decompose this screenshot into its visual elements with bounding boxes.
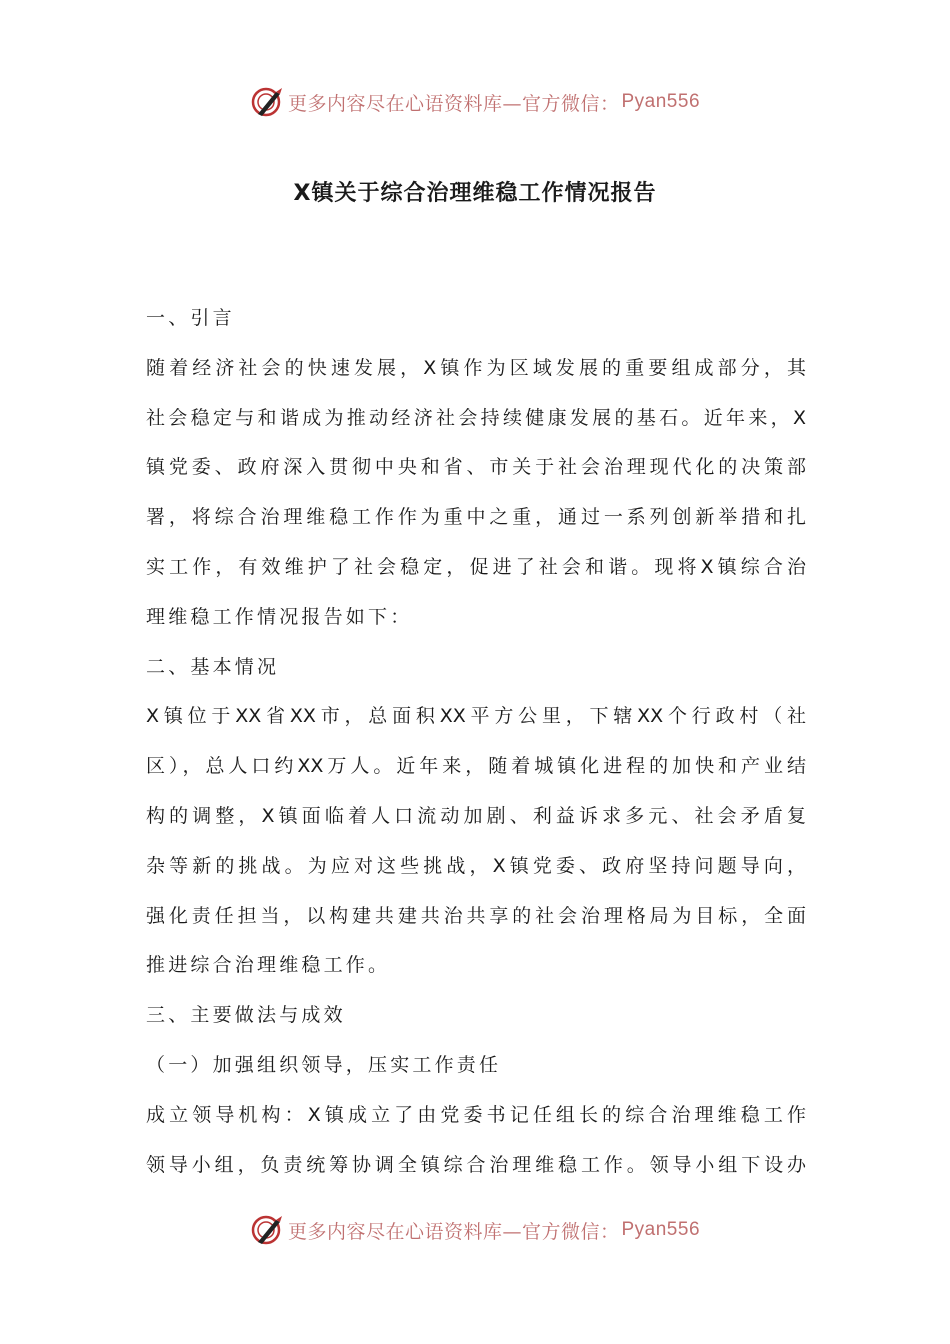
paragraph-line: 实工作，有效维护了社会稳定，促进了社会和谐。现将X镇综合治 <box>146 555 806 578</box>
paragraph-line: 区），总人口约XX万人。近年来，随着城镇化进程的加快和产业结 <box>146 755 806 778</box>
subsection-heading: （一）加强组织领导，压实工作责任 <box>146 1053 502 1076</box>
watermark-wechat-id: Pyan556 <box>621 1219 701 1240</box>
watermark-text: 更多内容尽在心语资料库—官方微信： <box>287 1220 620 1243</box>
paragraph-line: 署，将综合治理维稳工作作为重中之重，通过一系列创新举措和扎 <box>146 506 806 529</box>
document-body <box>146 294 806 1190</box>
watermark-wechat-id: Pyan556 <box>621 91 701 112</box>
watermark-text: 更多内容尽在心语资料库—官方微信： <box>287 92 620 115</box>
section-heading: 三、主要做法与成效 <box>146 1004 346 1027</box>
paragraph-line: 随着经济社会的快速发展，X镇作为区域发展的重要组成部分，其 <box>146 356 806 379</box>
watermark-footer <box>0 1210 950 1250</box>
pen-logo-icon <box>250 84 286 120</box>
paragraph-line: 强化责任担当，以构建共建共治共享的社会治理格局为目标，全面 <box>146 904 806 927</box>
paragraph-line: 构的调整，X镇面临着人口流动加剧、利益诉求多元、社会矛盾复 <box>146 804 806 827</box>
paragraph-line: 推进综合治理维稳工作。 <box>146 954 391 977</box>
section-heading: 二、基本情况 <box>146 655 280 678</box>
paragraph-line: 理维稳工作情况报告如下： <box>146 605 413 628</box>
document-title: X镇关于综合治理维稳工作情况报告 <box>293 181 657 206</box>
pen-logo-icon <box>250 1212 286 1248</box>
section-heading: 一、引言 <box>146 307 235 329</box>
paragraph-line: 成立领导机构：X镇成立了由党委书记任组长的综合治理维稳工作 <box>146 1103 806 1126</box>
paragraph-line: X镇位于XX省XX市，总面积XX平方公里，下辖XX个行政村（社 <box>146 705 806 728</box>
paragraph-line: 领导小组，负责统筹协调全镇综合治理维稳工作。领导小组下设办 <box>146 1153 806 1176</box>
paragraph-line: 镇党委、政府深入贯彻中央和省、市关于社会治理现代化的决策部 <box>146 456 806 479</box>
watermark-header <box>0 82 950 122</box>
paragraph-line: 社会稳定与和谐成为推动经济社会持续健康发展的基石。近年来，X <box>146 406 806 429</box>
paragraph-line: 杂等新的挑战。为应对这些挑战，X镇党委、政府坚持问题导向， <box>146 854 806 877</box>
